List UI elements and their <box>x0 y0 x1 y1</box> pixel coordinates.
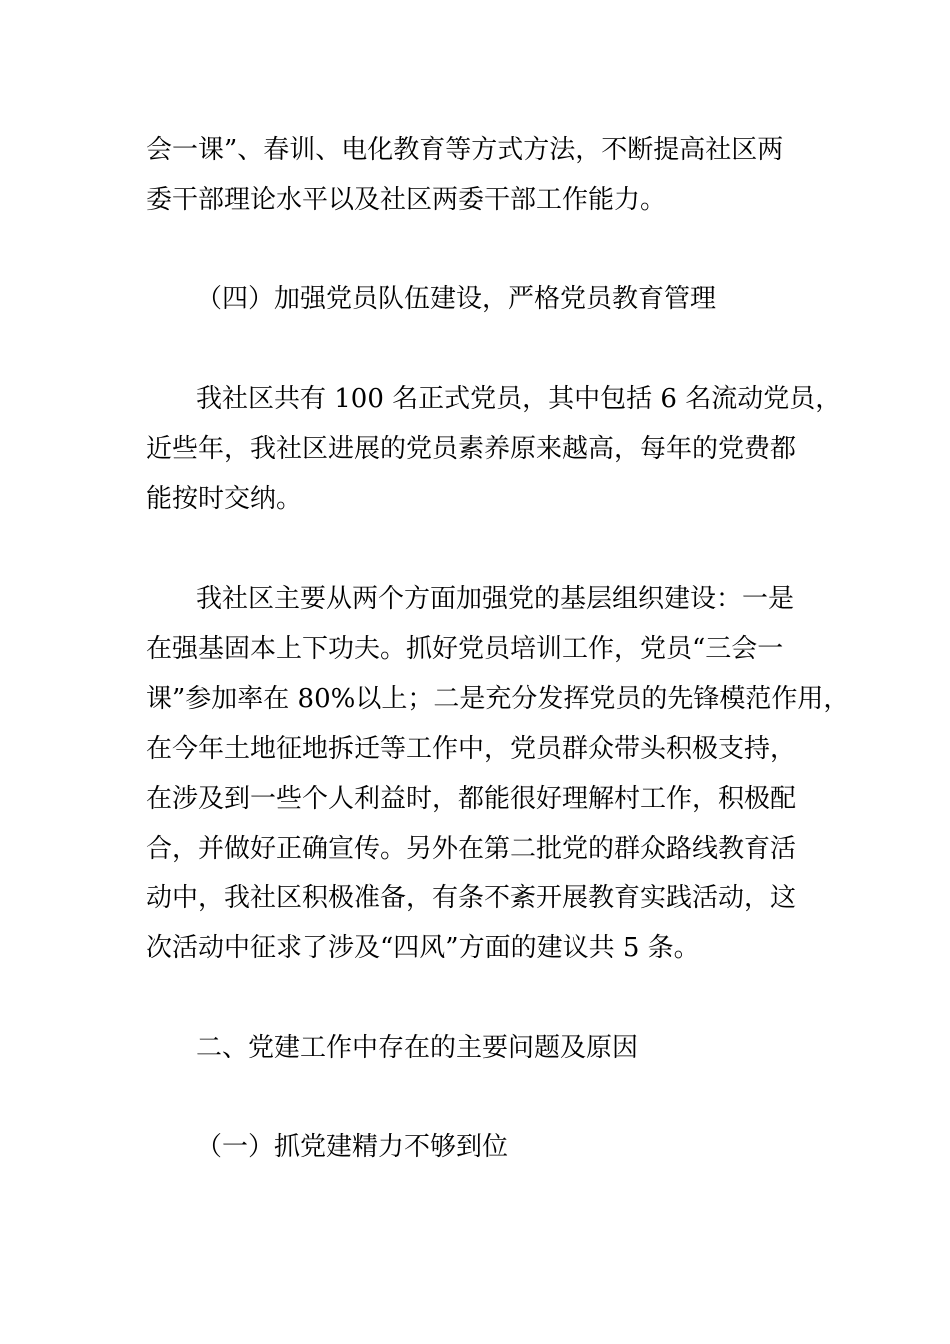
paragraph-line: 在强基固本上下功夫。抓好党员培训工作，党员“三会一 <box>146 634 784 664</box>
paragraph-line: 动中，我社区积极准备，有条不紊开展教育实践活动，这 <box>146 883 797 913</box>
paragraph-line: 能按时交纳。 <box>146 484 303 514</box>
paragraph-line: 在今年土地征地拆迁等工作中，党员群众带头积极支持， <box>146 734 797 764</box>
paragraph-line: 近些年，我社区进展的党员素养原来越高，每年的党费都 <box>146 434 797 464</box>
paragraph-line: 课”参加率在 80%以上；二是充分发挥党员的先锋模范作用， <box>146 684 850 714</box>
paragraph-line: 合，并做好正确宣传。另外在第二批党的群众路线教育活 <box>146 834 797 864</box>
paragraph-line: 委干部理论水平以及社区两委干部工作能力。 <box>146 185 667 215</box>
paragraph-line: 次活动中征求了涉及“四风”方面的建议共 5 条。 <box>146 933 700 963</box>
section-heading: 二、党建工作中存在的主要问题及原因 <box>196 1033 639 1063</box>
paragraph-line: 我社区主要从两个方面加强党的基层组织建设：一是 <box>196 584 795 614</box>
section-heading: （四）加强党员队伍建设，严格党员教育管理 <box>196 284 717 314</box>
section-heading: （一）抓党建精力不够到位 <box>196 1132 509 1162</box>
paragraph-line: 我社区共有 100 名正式党员，其中包括 6 名流动党员， <box>196 384 842 414</box>
paragraph-line: 在涉及到一些个人利益时，都能很好理解村工作，积极配 <box>146 784 797 814</box>
paragraph-line: 会一课”、春训、电化教育等方式方法，不断提高社区两 <box>146 135 784 165</box>
